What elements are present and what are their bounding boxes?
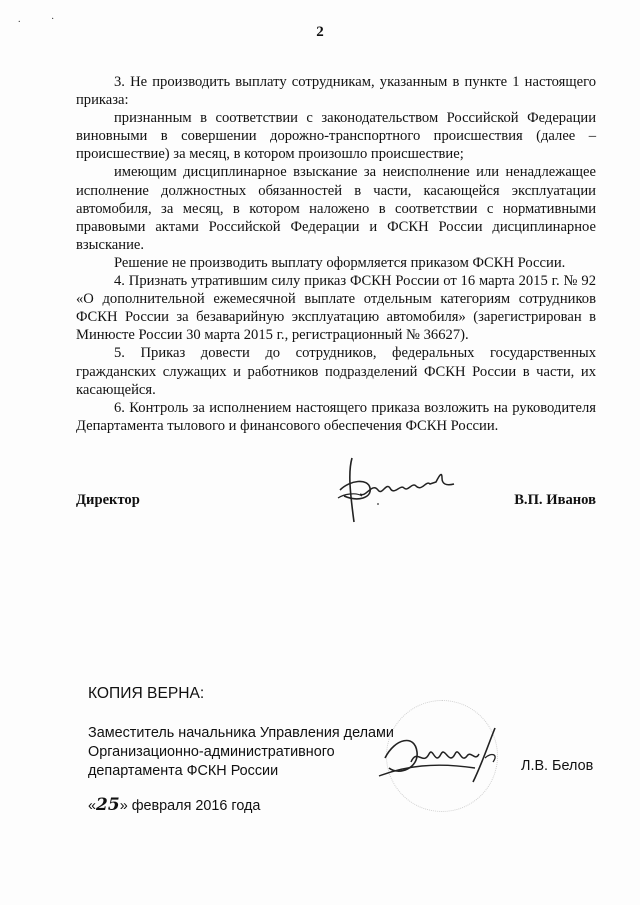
date-suffix: » февраля 2016 года — [119, 798, 261, 814]
copy-certifier-position — [88, 724, 394, 781]
position-line-2: Организационно-административного — [88, 744, 335, 760]
certification-date — [88, 795, 260, 815]
certifier-name: Л.В. Белов — [521, 758, 594, 774]
copy-certified-header: КОПИЯ ВЕРНА: — [88, 685, 205, 702]
paragraph-3: имеющим дисциплинарное взыскание за неисполнение или ненадлежащее исполнение должностных обязанностей в части, касающейся эксплуатации автомобиля, за месяц, в котором наложено в соответствии с нормативными правовыми актами Российской Федерации и ФСКН России дисциплинарное взыскание. — [76, 164, 596, 253]
position-line-1: Заместитель начальника Управления делами — [88, 725, 394, 741]
paragraph-5: 4. Признать утратившим силу приказ ФСКН России от 16 марта 2015 г. № 92 «О дополнительной ежемесячной выплате отдельным категориям сотрудников ФСКН России за безаварийную эксплуатацию автомобиля» (зарегистрирован в Минюсте России 30 марта 2015 г., регистрационный № 36627). — [76, 273, 596, 344]
date-prefix: « — [88, 798, 97, 814]
director-signature-image — [330, 452, 460, 532]
date-day-handwritten: 25 — [96, 795, 120, 815]
paragraph-6: 5. Приказ довести до сотрудников, федеральных государственных гражданских служащих и работников подразделений ФСКН России в части, их касающейся. — [76, 345, 596, 398]
signatory-title: Директор — [76, 492, 140, 508]
position-line-3: департамента ФСКН России — [88, 763, 279, 779]
page-number: 2 — [316, 24, 324, 40]
certifier-signature-image — [365, 718, 525, 798]
paragraph-4: Решение не производить выплату оформляется приказом ФСКН России. — [114, 254, 566, 271]
signatory-name: В.П. Иванов — [514, 492, 596, 508]
scan-specks: . · — [18, 14, 69, 25]
paragraph-1: 3. Не производить выплату сотрудникам, указанным в пункте 1 настоящего приказа: — [76, 74, 596, 109]
paragraph-7: 6. Контроль за исполнением настоящего приказа возложить на руководителя Департамента тылового и финансового обеспечения ФСКН России. — [76, 399, 596, 434]
paragraph-2: признанным в соответствии с законодательством Российской Федерации виновными в совершении дорожно-транспортного происшествия (далее – происшествие) за месяц, в котором произошло происшествие; — [76, 110, 596, 163]
document-body — [76, 73, 596, 435]
